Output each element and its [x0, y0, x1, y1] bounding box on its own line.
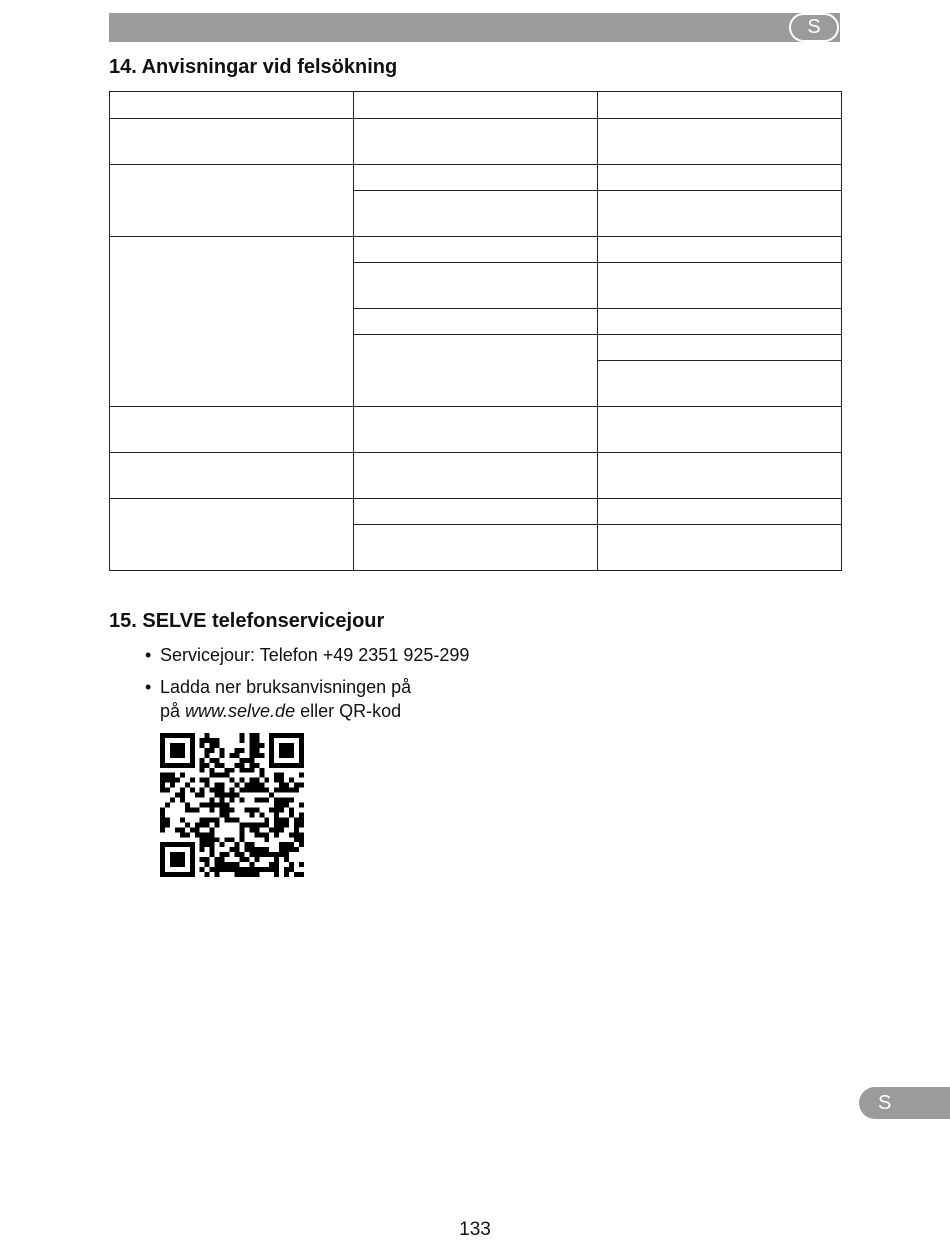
- table-cell: [598, 499, 842, 525]
- troubleshooting-table: [109, 91, 842, 571]
- table-cell: [598, 92, 842, 119]
- table-cell: [354, 407, 598, 453]
- table-cell: [354, 309, 598, 335]
- table-cell: [354, 165, 598, 191]
- table-cell: [354, 499, 598, 525]
- table-cell: [598, 525, 842, 571]
- website-link[interactable]: www.selve.de: [185, 701, 296, 721]
- section-15-title: 15. SELVE telefonservicejour: [109, 610, 385, 632]
- table-cell: [110, 499, 354, 571]
- table-cell: [354, 92, 598, 119]
- table-row: [110, 499, 842, 525]
- service-phone-text: Servicejour: Telefon +49 2351 925-299: [160, 645, 470, 665]
- download-suffix: eller QR-kod: [295, 701, 402, 721]
- table-cell: [354, 119, 598, 165]
- table-cell: [354, 263, 598, 309]
- table-cell: [110, 119, 354, 165]
- service-list: [145, 643, 469, 731]
- table-row: [110, 237, 842, 263]
- table-cell: [354, 191, 598, 237]
- table-header-row: [110, 92, 842, 119]
- table-cell: [598, 361, 842, 407]
- table-row: [110, 165, 842, 191]
- download-prefix: på: [160, 701, 186, 721]
- table-cell: [598, 165, 842, 191]
- section-14-title: 14. Anvisningar vid felsökning: [109, 56, 398, 78]
- download-text: Ladda ner bruksanvisningen på: [160, 677, 412, 697]
- table-cell: [110, 237, 354, 407]
- table-cell: [598, 263, 842, 309]
- header-bar: [109, 13, 840, 42]
- table-cell: [598, 119, 842, 165]
- table-cell: [598, 237, 842, 263]
- table-row: [110, 453, 842, 499]
- table-cell: [598, 407, 842, 453]
- table-cell: [598, 309, 842, 335]
- table-cell: [110, 92, 354, 119]
- table-cell: [598, 453, 842, 499]
- table-cell: [354, 335, 598, 407]
- page-number: 133: [459, 1219, 491, 1240]
- table-cell: [598, 191, 842, 237]
- table-row: [110, 407, 842, 453]
- list-item: [145, 643, 469, 667]
- table-cell: [110, 453, 354, 499]
- table-cell: [110, 165, 354, 237]
- language-tab: S: [859, 1087, 950, 1119]
- table-row: [110, 119, 842, 165]
- table-cell: [354, 525, 598, 571]
- table-cell: [354, 453, 598, 499]
- table-cell: [110, 407, 354, 453]
- language-badge: S: [789, 13, 839, 42]
- table-cell: [598, 335, 842, 361]
- table-cell: [354, 237, 598, 263]
- qr-code-icon[interactable]: [160, 733, 304, 877]
- list-item: [145, 675, 469, 723]
